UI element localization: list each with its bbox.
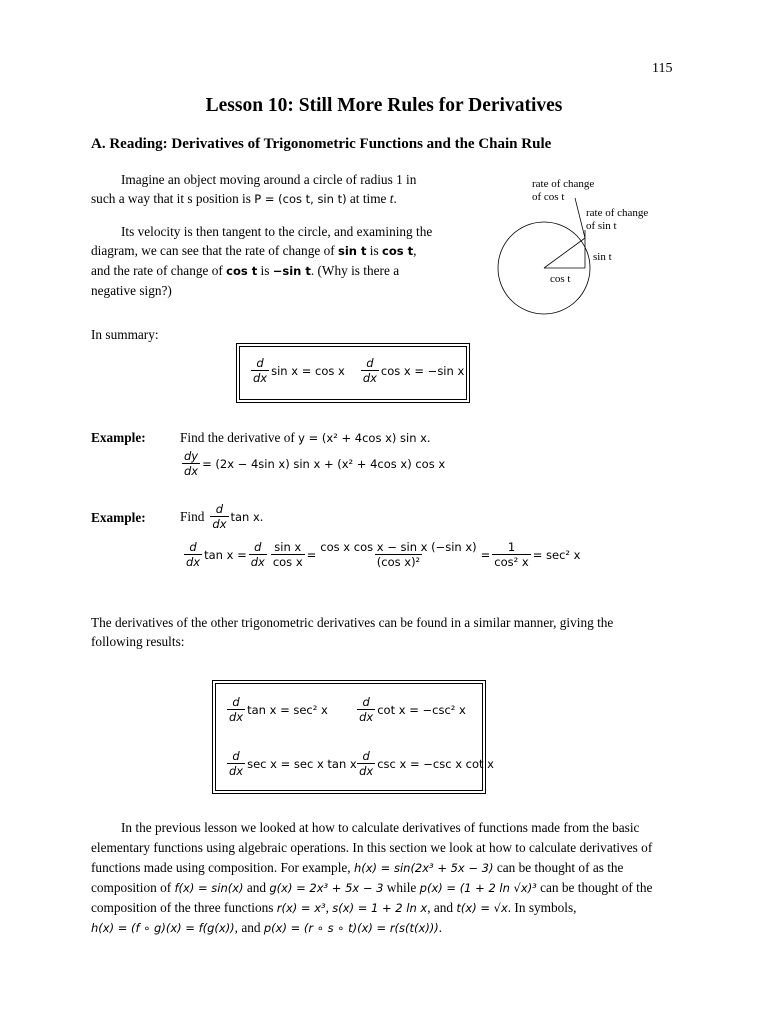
example-2-statement: Find $\frac{d}{dx}$ tan x . [180, 502, 264, 531]
rate-sin-label-1: rate of change [586, 207, 649, 219]
tan-derivative: tan x = sec² x [247, 702, 328, 717]
intro-line-2: such a way that it s position is P = (cos t, sin t) at time t. [91, 191, 397, 206]
unit-circle-diagram [480, 170, 700, 320]
intro-line-1: Imagine an object moving around a circle of radius 1 in [121, 172, 417, 187]
intro-paragraph [91, 170, 471, 209]
rate-sin-label-2: of sin t [586, 220, 617, 232]
summary-label: In summary: [91, 327, 159, 342]
velocity-paragraph: Its velocity is then tangent to the circle, and examining the diagram, we can see that the rate of change of sin t is cos t, and the rate of change of cos t is −sin t. (Why is there a negative sign?) [91, 224, 433, 298]
page-number: 115 [652, 61, 673, 76]
sec-derivative: sec x = sec x tan x [247, 756, 357, 771]
sin-label: sin t [593, 251, 612, 263]
example-1-solution: $\frac{dy}{dx}$ = (2x − 4sin x) sin x + (x² + 4cos x) cos x [184, 449, 446, 478]
sin-cos-derivatives: $\frac{d}{dx}$ sin x = cos x $\frac{d}{dx}$ cos x = −sin x [253, 356, 465, 385]
tangent-vector [575, 198, 585, 238]
csc-derivative: csc x = −csc x cot x [377, 756, 494, 771]
cos-label: cos t [550, 273, 571, 285]
summary-box [236, 343, 470, 403]
radius-line [544, 238, 585, 268]
tan-cot-derivatives: $\frac{d}{dx}$ tan x = sec² x $\frac{d}{dx}$ cot x = −csc² x [229, 695, 466, 724]
cot-derivative: cot x = −csc² x [377, 702, 466, 717]
lesson-title: Lesson 10: Still More Rules for Derivatives [205, 95, 563, 116]
example-2-label: Example: [91, 510, 146, 525]
other-derivatives-paragraph: The derivatives of the other trigonometric derivatives can be found in a similar manner, giving the following results: [91, 615, 614, 649]
chain-rule-paragraph: In the previous lesson we looked at how to calculate derivatives of functions made from the basic elementary functions using algebraic operations. In this section we look at how to calculate derivatives of functions made using composition. For example, h(x) = sin(2x³ + 5x − 3) can be thought of as the composition of f(x) = sin(x) and g(x) = 2x³ + 5x − 3 while p(x) = (1 + 2 ln √x)³ can be thought of the composition of the three functions r(x) = x³, s(x) = 1 + 2 ln x, and t(x) = √x. In symbols, h(x) = (f ∘ g)(x) = f(g(x)), and p(x) = (r ∘ s ∘ t)(x) = r(s(t(x))). [91, 820, 653, 935]
position-formula: P = (cos t, sin t) [254, 192, 347, 206]
section-heading: A. Reading: Derivatives of Trigonometric Functions and the Chain Rule [91, 136, 552, 152]
rate-cos-label-1: rate of change [532, 178, 595, 190]
trig-derivatives-box [212, 680, 494, 794]
example-1-label: Example: [91, 430, 146, 445]
sec-csc-derivatives: $\frac{d}{dx}$ sec x = sec x tan x $\frac{d}{dx}$ csc x = −csc x cot x [229, 749, 494, 778]
rate-cos-label-2: of cos t [532, 191, 565, 203]
cos-derivative: cos x = −sin x [380, 363, 465, 378]
sin-derivative: sin x = cos x [271, 363, 345, 378]
example-1-statement: Find the derivative of y = (x² + 4cos x) sin x. [180, 430, 431, 445]
example-2-solution: $\frac{d}{dx}$ tan x = $\frac{d}{dx}$ $\frac{\text{sin x}}{\text{cos x}}$ = $\frac{\text{cos x cos x − sin x (−sin x)}}{\text{(cos x)²}}$ = $\frac{1}{\text{cos² x}}$ = sec² x [186, 540, 581, 569]
